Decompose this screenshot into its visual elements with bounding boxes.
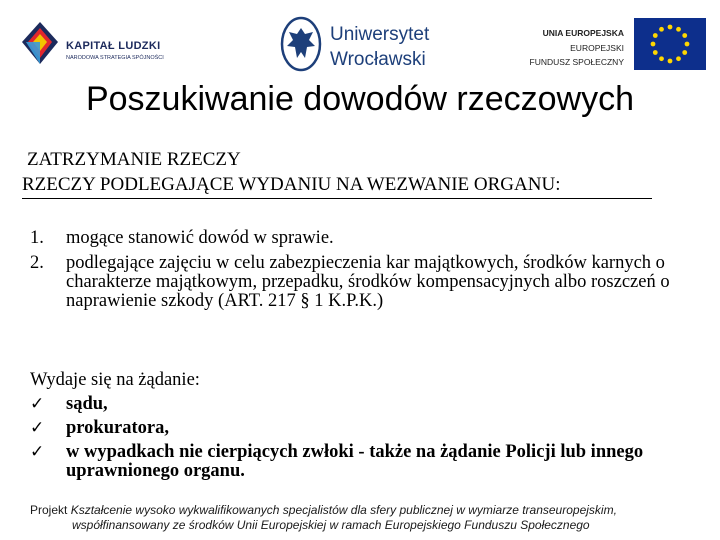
checklist-item-text: sądu, bbox=[66, 394, 108, 414]
footer-line1 bbox=[30, 503, 710, 518]
eu-star-icon bbox=[653, 50, 658, 55]
eu-logo bbox=[520, 14, 710, 74]
checkmark-icon: ✓ bbox=[30, 442, 45, 462]
checklist-item-text: prokuratora, bbox=[66, 418, 169, 438]
uwr-name-line1: Uniwersytet bbox=[330, 24, 430, 45]
eu-star-icon bbox=[668, 59, 673, 64]
header-logos bbox=[0, 0, 720, 85]
eu-name: UNIA EUROPEJSKA bbox=[542, 28, 624, 38]
eu-star-icon bbox=[682, 33, 687, 38]
uwr-eagle-crest-icon bbox=[280, 16, 322, 72]
eu-star-icon bbox=[651, 42, 656, 47]
section-subheading: RZECZY PODLEGAJĄCE WYDANIU NA WEZWANIE ORGANU: bbox=[22, 174, 561, 195]
footer-line2: współfinansowany ze środków Unii Europejskiej w ramach Europejskiego Funduszu Społecznego bbox=[72, 518, 590, 532]
subheading-underline bbox=[22, 198, 652, 199]
list-item-text: podlegające zajęciu w celu zabezpieczenia kar majątkowych, środków karnych o charakterze majątkowym, przepadku, środków kompensacyjnych albo roszczeń o naprawienie szkody (ART. 217 § 1 K.P.K.) bbox=[66, 253, 670, 311]
eu-star-icon bbox=[685, 42, 690, 47]
list-item-number: 1. bbox=[30, 228, 44, 248]
request-section bbox=[30, 371, 700, 486]
footer bbox=[30, 503, 710, 533]
checklist-item bbox=[30, 443, 700, 481]
footer-project-label: Projekt bbox=[30, 503, 68, 517]
eu-star-icon bbox=[682, 50, 687, 55]
checklist-item bbox=[30, 395, 700, 414]
eu-fund-line1: EUROPEJSKI bbox=[570, 43, 624, 53]
uwr-name-line2: Wrocławski bbox=[330, 49, 426, 70]
kapital-ludzki-tagline: NARODOWA STRATEGIA SPÓJNOŚCI bbox=[66, 55, 164, 61]
kapital-ludzki-emblem-icon bbox=[20, 20, 60, 66]
eu-star-icon bbox=[676, 27, 681, 32]
request-intro: Wydaje się na żądanie: bbox=[30, 370, 200, 390]
eu-star-icon bbox=[659, 56, 664, 61]
eu-star-icon bbox=[659, 27, 664, 32]
eu-flag-icon bbox=[634, 18, 706, 70]
kapital-ludzki-name: KAPITAŁ LUDZKI bbox=[66, 40, 161, 52]
eu-star-icon bbox=[653, 33, 658, 38]
eu-star-icon bbox=[668, 25, 673, 30]
checkmark-icon: ✓ bbox=[30, 394, 45, 414]
checklist-item-text: w wypadkach nie cierpiących zwłoki - także na żądanie Policji lub innego uprawnionego organu. bbox=[66, 442, 644, 481]
list-item-text: mogące stanowić dowód w sprawie. bbox=[66, 228, 334, 248]
eu-fund-line2: FUNDUSZ SPOŁECZNY bbox=[529, 57, 624, 67]
footer-project-title: Kształcenie wysoko wykwalifikowanych specjalistów dla sfery publicznej w wymiarze transeuropejskim, bbox=[70, 503, 617, 517]
uwr-logo bbox=[280, 14, 440, 74]
page-title: Poszukiwanie dowodów rzeczowych bbox=[85, 80, 635, 118]
list-item-number: 2. bbox=[30, 253, 44, 273]
section-heading: ZATRZYMANIE RZECZY bbox=[27, 149, 241, 170]
checklist-item bbox=[30, 419, 700, 438]
list-item bbox=[30, 229, 700, 248]
list-item bbox=[30, 254, 700, 311]
kapital-ludzki-logo bbox=[20, 20, 180, 70]
numbered-list bbox=[30, 229, 700, 317]
checkmark-icon: ✓ bbox=[30, 418, 45, 438]
eu-star-icon bbox=[676, 56, 681, 61]
